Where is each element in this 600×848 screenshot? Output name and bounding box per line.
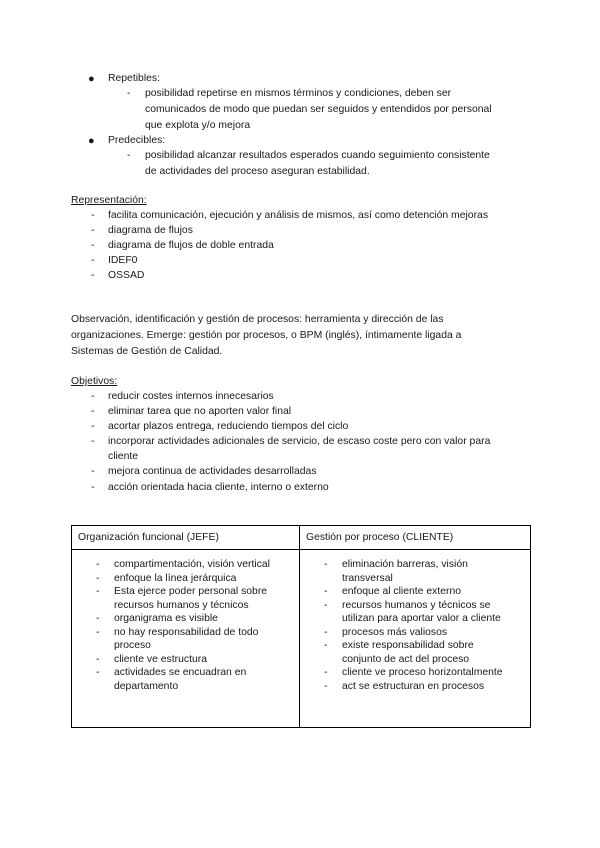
list-item: - recursos humanos y técnicos se utilizan para aportar valor a cliente xyxy=(324,599,501,624)
dash-marker: - xyxy=(91,225,95,236)
dash-marker: - xyxy=(91,466,95,477)
dash-marker: - xyxy=(91,482,95,493)
dash-marker: - xyxy=(91,270,95,281)
right-list xyxy=(300,558,530,693)
list-item: - organigrama es visible xyxy=(96,613,218,624)
list-item: - procesos más valiosos xyxy=(324,626,448,638)
dash-marker: - xyxy=(91,255,95,266)
list-item: - enfoque la línea jerárquica xyxy=(96,572,237,584)
table-header-row xyxy=(72,526,531,550)
table-row xyxy=(72,550,531,728)
bullet-dot: ● xyxy=(88,73,95,85)
list-item: - existe responsabilidad sobre conjunto de act del proceso xyxy=(324,640,474,665)
dash-marker: - xyxy=(91,210,95,221)
representacion-item: OSSAD xyxy=(108,270,145,281)
list-item: - act se estructuran en procesos xyxy=(324,680,485,692)
list-item: - cliente ve proceso horizontalmente xyxy=(324,667,503,678)
left-list xyxy=(72,558,299,693)
representacion-item: IDEF0 xyxy=(108,255,138,266)
bullet-title-repetibles: Repetibles: xyxy=(108,73,160,84)
sub-line: de actividades del proceso aseguran estabilidad. xyxy=(145,166,370,177)
list-item: - Esta ejerce poder personal sobre recursos humanos y técnicos xyxy=(96,586,268,611)
list-item: - actividades se encuadran en departamento xyxy=(96,667,247,692)
sub-line: que explota y/o mejora xyxy=(145,120,251,131)
objetivo-item: mejora continua de actividades desarrolladas xyxy=(108,466,317,477)
list-item: - enfoque al cliente externo xyxy=(324,586,462,597)
bullet-dot: ● xyxy=(88,135,95,147)
representacion-item: diagrama de flujos xyxy=(108,225,193,236)
sub-line: posibilidad alcanzar resultados esperados cuando seguimiento consistente xyxy=(145,150,490,161)
sub-line: posibilidad repetirse en mismos términos y condiciones, deben ser xyxy=(145,88,452,99)
list-item: - compartimentación, visión vertical xyxy=(96,559,270,570)
dash-marker: - xyxy=(127,150,131,161)
objetivo-item: incorporar actividades adicionales de servicio, de escaso coste pero con valor para xyxy=(108,436,491,447)
objetivo-item: acortar plazos entrega, reduciendo tiempos del ciclo xyxy=(108,421,349,432)
representacion-item: facilita comunicación, ejecución y análisis de mismos, así como detención mejoras xyxy=(108,210,489,221)
observacion-line: Observación, identificación y gestión de procesos: herramienta y dirección de las xyxy=(71,314,444,325)
sub-line: comunicados de modo que puedan ser seguidos y entendidos por personal xyxy=(145,104,492,115)
list-item: - eliminación barreras, visión transversal xyxy=(324,559,468,584)
dash-marker: - xyxy=(91,240,95,251)
table-header-right: Gestión por proceso (CLIENTE) xyxy=(300,526,531,550)
objetivos-heading: Objetivos: xyxy=(71,376,118,387)
table-cell-left xyxy=(72,550,300,728)
dash-marker: - xyxy=(127,88,131,99)
dash-marker: - xyxy=(91,421,95,432)
comparison-table xyxy=(71,525,531,728)
table-cell-right xyxy=(300,550,531,728)
observacion-line: organizaciones. Emerge: gestión por procesos, o BPM (inglés), íntimamente ligada a xyxy=(71,330,462,341)
list-item: - no hay responsabilidad de todo proceso xyxy=(96,626,259,651)
observacion-line: Sistemas de Gestión de Calidad. xyxy=(71,346,223,357)
bullet-title-predecibles: Predecibles: xyxy=(108,135,166,146)
dash-marker: - xyxy=(91,406,95,417)
objetivo-item: acción orientada hacia cliente, interno o externo xyxy=(108,482,329,493)
representacion-heading: Representación: xyxy=(71,195,147,206)
representacion-item: diagrama de flujos de doble entrada xyxy=(108,240,274,251)
list-item: - cliente ve estructura xyxy=(96,653,207,665)
objetivo-item-continued: cliente xyxy=(108,451,139,462)
dash-marker: - xyxy=(91,436,95,447)
objetivo-item: eliminar tarea que no aporten valor final xyxy=(108,406,292,417)
table-header-left: Organización funcional (JEFE) xyxy=(72,526,300,550)
objetivo-item: reducir costes internos innecesarios xyxy=(108,391,274,402)
dash-marker: - xyxy=(91,391,95,402)
